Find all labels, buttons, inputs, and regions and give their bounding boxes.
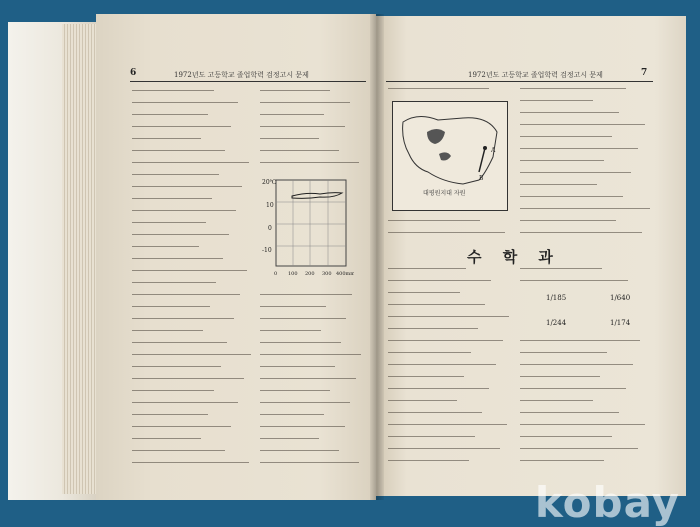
text-line — [132, 138, 201, 139]
right-page-header: 1972년도 고등학교 졸업학력 검정고시 문제 — [468, 71, 603, 79]
chart-x-tick: 400mm — [336, 271, 354, 277]
page-edges — [62, 24, 98, 494]
text-line — [520, 268, 602, 269]
chart-y-tick: 20℃ — [262, 179, 277, 186]
right-header-rule — [386, 81, 653, 82]
text-line — [520, 196, 623, 197]
text-line — [388, 400, 457, 401]
book-gutter — [370, 14, 384, 500]
text-line — [132, 354, 251, 355]
text-line — [260, 402, 350, 403]
text-line — [388, 316, 509, 317]
text-line — [260, 102, 350, 103]
text-line — [388, 220, 480, 221]
text-line — [260, 378, 356, 379]
text-line — [388, 292, 460, 293]
text-line — [132, 234, 229, 235]
text-line — [260, 438, 319, 439]
text-line — [260, 162, 359, 163]
text-line — [520, 280, 628, 281]
text-line — [132, 342, 227, 343]
text-line — [520, 124, 645, 125]
text-line — [520, 412, 619, 413]
text-line — [132, 426, 231, 427]
text-line — [260, 390, 330, 391]
text-line — [132, 294, 240, 295]
text-line — [260, 462, 359, 463]
text-line — [132, 150, 225, 151]
text-line — [132, 186, 242, 187]
climate-chart-svg — [262, 174, 354, 284]
text-line — [520, 340, 640, 341]
map-region-1 — [427, 129, 445, 144]
left-header-rule — [130, 81, 366, 82]
text-line — [520, 232, 642, 233]
text-line — [132, 390, 214, 391]
text-line — [132, 402, 238, 403]
text-line — [388, 424, 507, 425]
text-line — [260, 366, 335, 367]
right-page-number: 7 — [641, 68, 648, 78]
text-line — [520, 184, 597, 185]
text-line — [260, 294, 352, 295]
text-line — [260, 126, 345, 127]
text-line — [520, 388, 626, 389]
text-line — [388, 376, 464, 377]
text-line — [388, 388, 489, 389]
text-line — [520, 136, 612, 137]
text-line — [260, 426, 345, 427]
answer-choice: 1/185 — [546, 294, 567, 302]
text-line — [520, 160, 604, 161]
text-line — [260, 150, 339, 151]
text-line — [520, 424, 645, 425]
text-line — [132, 162, 249, 163]
text-line — [132, 126, 231, 127]
text-line — [388, 268, 466, 269]
text-line — [388, 304, 485, 305]
answer-choice: 1/640 — [610, 294, 631, 302]
text-line — [520, 172, 631, 173]
text-line — [388, 352, 471, 353]
text-line — [388, 364, 496, 365]
left-page-header: 1972년도 고등학교 졸업학력 검정고시 문제 — [174, 71, 309, 79]
text-line — [260, 318, 346, 319]
map-region-2 — [439, 152, 451, 160]
text-line — [132, 450, 225, 451]
text-line — [520, 400, 593, 401]
answer-choice: 1/244 — [546, 319, 567, 327]
text-line — [132, 438, 201, 439]
text-line — [132, 270, 247, 271]
chart-y-tick: 10 — [266, 202, 274, 209]
left-page-number: 6 — [130, 68, 137, 78]
text-line — [388, 436, 475, 437]
map-caption: 대평원지대 자원 — [423, 190, 466, 197]
svg-text:A: A — [491, 147, 496, 154]
text-line — [520, 220, 616, 221]
text-line — [132, 114, 208, 115]
chart-x-tick: 0 — [274, 271, 278, 277]
text-line — [132, 462, 249, 463]
text-line — [520, 448, 638, 449]
svg-text:B: B — [479, 175, 484, 182]
text-line — [520, 352, 607, 353]
text-line — [132, 246, 199, 247]
section-title: 수 학 과 — [467, 248, 561, 266]
text-line — [388, 328, 478, 329]
text-line — [260, 90, 330, 91]
text-line — [520, 100, 593, 101]
text-line — [520, 376, 600, 377]
map-figure — [392, 101, 508, 211]
text-line — [388, 412, 482, 413]
text-line — [132, 330, 203, 331]
text-line — [388, 280, 491, 281]
text-line — [260, 414, 324, 415]
text-line — [132, 378, 244, 379]
text-line — [132, 210, 236, 211]
text-line — [260, 450, 339, 451]
text-line — [520, 460, 604, 461]
text-line — [388, 448, 500, 449]
text-line — [388, 460, 469, 461]
text-line — [132, 414, 208, 415]
watermark: kobay — [534, 478, 680, 527]
text-line — [260, 114, 324, 115]
answer-choice: 1/174 — [610, 319, 631, 327]
text-line — [260, 330, 321, 331]
text-line — [132, 306, 210, 307]
text-line — [520, 208, 650, 209]
text-line — [388, 88, 489, 89]
chart-x-tick: 300 — [322, 271, 332, 277]
chart-y-tick: 0 — [268, 225, 272, 232]
text-line — [520, 436, 612, 437]
chart-x-tick: 200 — [305, 271, 315, 277]
text-line — [388, 340, 503, 341]
text-line — [520, 88, 626, 89]
text-line — [260, 306, 326, 307]
text-line — [520, 148, 638, 149]
text-line — [132, 102, 238, 103]
text-line — [520, 364, 633, 365]
text-line — [260, 354, 361, 355]
chart-curve — [292, 193, 342, 199]
climate-chart — [262, 174, 354, 284]
map-marker-line — [479, 148, 485, 172]
text-line — [520, 112, 619, 113]
text-line — [132, 258, 223, 259]
text-line — [132, 282, 216, 283]
text-line — [132, 366, 221, 367]
text-line — [132, 318, 234, 319]
chart-y-tick: -10 — [262, 247, 272, 254]
text-line — [132, 90, 214, 91]
text-line — [388, 232, 505, 233]
chart-x-tick: 100 — [288, 271, 298, 277]
text-line — [260, 342, 341, 343]
text-line — [132, 174, 219, 175]
text-line — [132, 222, 206, 223]
text-line — [260, 138, 319, 139]
text-line — [132, 198, 212, 199]
